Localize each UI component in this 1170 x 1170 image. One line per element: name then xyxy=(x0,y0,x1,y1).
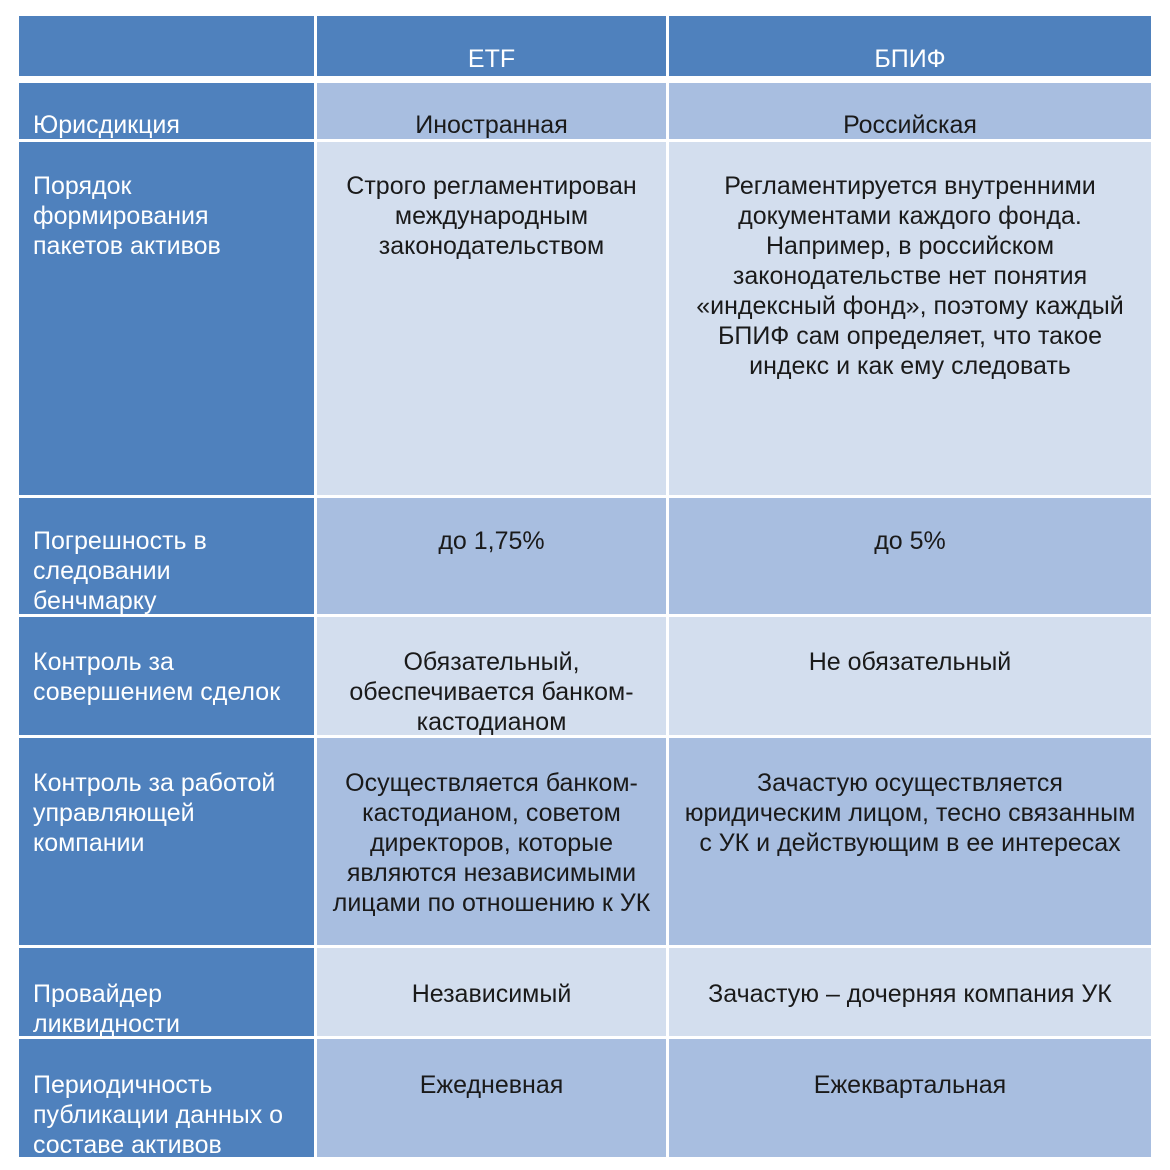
cell-bpif-trade-control: Не обязательный xyxy=(669,617,1151,735)
cell-bpif-jurisdiction: Российская xyxy=(669,83,1151,139)
cell-bpif-liquidity-provider: Зачастую – дочерняя компания УК xyxy=(669,948,1151,1036)
cell-etf-jurisdiction: Иностранная xyxy=(317,83,666,139)
header-bpif-label: БПИФ xyxy=(874,45,946,73)
cell-etf-asset-formation: Строго регламентирован международным законодательством xyxy=(317,142,666,495)
row-label-management-control: Контроль за работой управляющей компании xyxy=(19,738,314,945)
header-etf xyxy=(317,16,666,76)
cell-etf-management-control: Осуществляется банком-кастодианом, советом директоров, которые являются независимыми лицами по отношению к УК xyxy=(317,738,666,945)
cell-bpif-disclosure-frequency: Ежеквартальная xyxy=(669,1039,1151,1157)
row-label-asset-formation: Порядок формирования пакетов активов xyxy=(19,142,314,495)
cell-bpif-asset-formation: Регламентируется внутренними документами каждого фонда. Например, в российском законодательстве нет понятия «индексный фонд», поэтому каждый БПИФ сам определяет, что такое индекс и как ему следовать xyxy=(669,142,1151,495)
row-label-tracking-error: Погрешность в следовании бенчмарку xyxy=(19,498,314,614)
cell-etf-disclosure-frequency: Ежедневная xyxy=(317,1039,666,1157)
row-label-jurisdiction: Юрисдикция xyxy=(19,83,314,139)
cell-bpif-management-control: Зачастую осуществляется юридическим лицом, тесно связанным с УК и действующим в ее интересах xyxy=(669,738,1151,945)
cell-etf-trade-control: Обязательный, обеспечивается банком-кастодианом xyxy=(317,617,666,735)
cell-etf-liquidity-provider: Независимый xyxy=(317,948,666,1036)
cell-etf-tracking-error: до 1,75% xyxy=(317,498,666,614)
header-bpif xyxy=(669,16,1151,76)
row-label-liquidity-provider: Провайдер ликвидности xyxy=(19,948,314,1036)
cell-bpif-tracking-error: до 5% xyxy=(669,498,1151,614)
row-label-disclosure-frequency: Периодичность публикации данных о составе активов xyxy=(19,1039,314,1157)
header-etf-label: ETF xyxy=(467,45,516,73)
row-label-trade-control: Контроль за совершением сделок xyxy=(19,617,314,735)
header-corner-cell xyxy=(19,16,314,76)
